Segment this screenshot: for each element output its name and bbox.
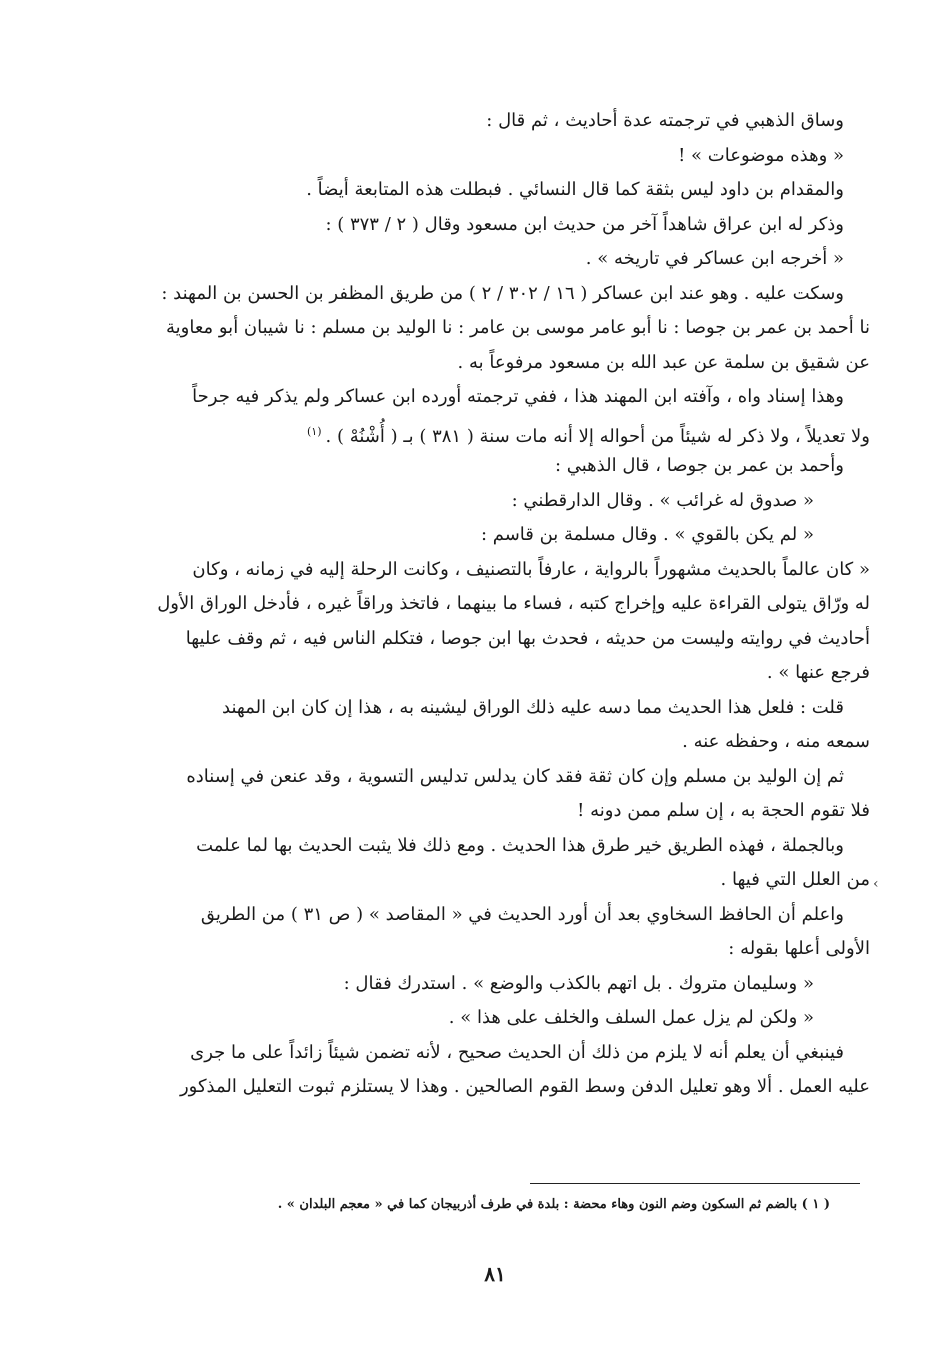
text-line: وأحمد بن عمر بن جوصا ، قال الذهبي : xyxy=(554,455,844,476)
text-line: نا أحمد بن عمر بن جوصا : نا أبو عامر موسى بن عامر : نا الوليد بن مسلم : نا شيبان أبو معاوية xyxy=(166,317,870,338)
quote-line: « ولكن لم يزل عمل السلف والخلف على هذا » . xyxy=(448,1007,814,1028)
quote-line: « كان عالماً بالحديث مشهوراً بالرواية ، عارفاً بالتصنيف ، وكانت الرحلة إليه في زمانه ، وكان xyxy=(192,558,870,580)
text-line: فلا تقوم الحجة به ، إن سلم ممن دونه ! xyxy=(577,800,870,821)
text-line-with-footnote-ref xyxy=(110,415,870,450)
quote-line: له ورّاق يتولى القراءة عليه وإخراج كتبه ، فساء ما بينهما ، فاتخذ وراقاً غيره ، فأدخل الوراق الأول xyxy=(157,593,870,614)
text-line: واعلم أن الحافظ السخاوي بعد أن أورد الحديث في « المقاصد » ( ص ٣١ ) من الطريق xyxy=(200,903,844,925)
body-text xyxy=(110,104,870,1105)
text-line: وبالجملة ، فهذه الطريق خير طرق هذا الحديث . ومع ذلك فلا يثبت الحديث بها لما علمت xyxy=(196,834,844,856)
quote-line: « وسليمان متروك . بل اتهم بالكذب والوضع » . استدرك فقال : xyxy=(343,972,814,994)
text-line: وسكت عليه . وهو عند ابن عساكر ( ١٦ / ٣٠٢ / ٢ ) من طريق المظفر بن الحسن بن المهند : xyxy=(161,282,844,304)
text-line: والمقدام بن داود ليس بثقة كما قال النسائي . فبطلت هذه المتابعة أيضاً . xyxy=(306,179,844,200)
margin-mark: › xyxy=(873,876,879,892)
footnote-divider xyxy=(530,1183,860,1184)
text-line: ولا تعديلاً ، ولا ذكر له شيئاً من أحواله إلا أنه مات سنة ( ٣٨١ ) بـ ( أُشْنُهْ ) . xyxy=(325,425,870,447)
text-line: وذكر له ابن عراق شاهداً آخر من حديث ابن مسعود وقال ( ٢ / ٣٧٣ ) : xyxy=(325,213,844,235)
quote-line: أحاديث في روايته وليست من حديثه ، فحدث بها ابن جوصا ، فتكلم الناس فيه ، ثم وقف عليها xyxy=(185,627,870,649)
quote-line: « وهذه موضوعات » ! xyxy=(678,144,844,166)
text-line: وساق الذهبي في ترجمته عدة أحاديث ، ثم قال : xyxy=(486,110,844,131)
text-line: الأولى أعلها بقوله : xyxy=(728,938,870,959)
text-line: قلت : فلعل هذا الحديث مما دسه عليه ذلك الوراق ليشينه به ، هذا إن كان ابن المهند xyxy=(222,696,844,718)
footnote: ( ١ ) بالضم ثم السكون وضم النون وهاء محضة : بلدة في طرف أذربيجان كما في « معجم البلدان » . xyxy=(277,1197,830,1212)
text-line: ثم إن الوليد بن مسلم وإن كان ثقة فقد كان يدلس تدليس التسوية ، وقد عنعن في إسناده xyxy=(186,765,844,787)
text-line: وهذا إسناد واه ، وآفته ابن المهند هذا ، ففي ترجمته أورده ابن عساكر ولم يذكر فيه جرحاً xyxy=(192,386,844,407)
text-line: فينبغي أن يعلم أنه لا يلزم من ذلك أن الحديث صحيح ، لأنه تضمن شيئاً زائداً على ما جرى xyxy=(190,1041,844,1063)
page-number: ٨١ xyxy=(484,1262,506,1286)
text-line: عن شقيق بن سلمة عن عبد الله بن مسعود مرفوعاً به . xyxy=(457,351,870,373)
footnote-reference: (١) xyxy=(306,424,322,438)
quote-line: « صدوق له غرائب » . وقال الدارقطني : xyxy=(511,489,814,511)
text-line: من العلل التي فيها . xyxy=(720,869,870,890)
quote-line: فرجع عنها » . xyxy=(766,662,870,683)
text-line: سمعه منه ، وحفظه عنه . xyxy=(682,731,870,752)
text-line: عليه العمل . ألا وهو تعليل الدفن وسط القوم الصالحين . وهذا لا يستلزم ثبوت التعليل المذكور xyxy=(179,1076,870,1097)
quote-line: « أخرجه ابن عساكر في تاريخه » . xyxy=(585,248,844,269)
quote-line: « لم يكن بالقوي » . وقال مسلمة بن قاسم : xyxy=(480,524,814,545)
